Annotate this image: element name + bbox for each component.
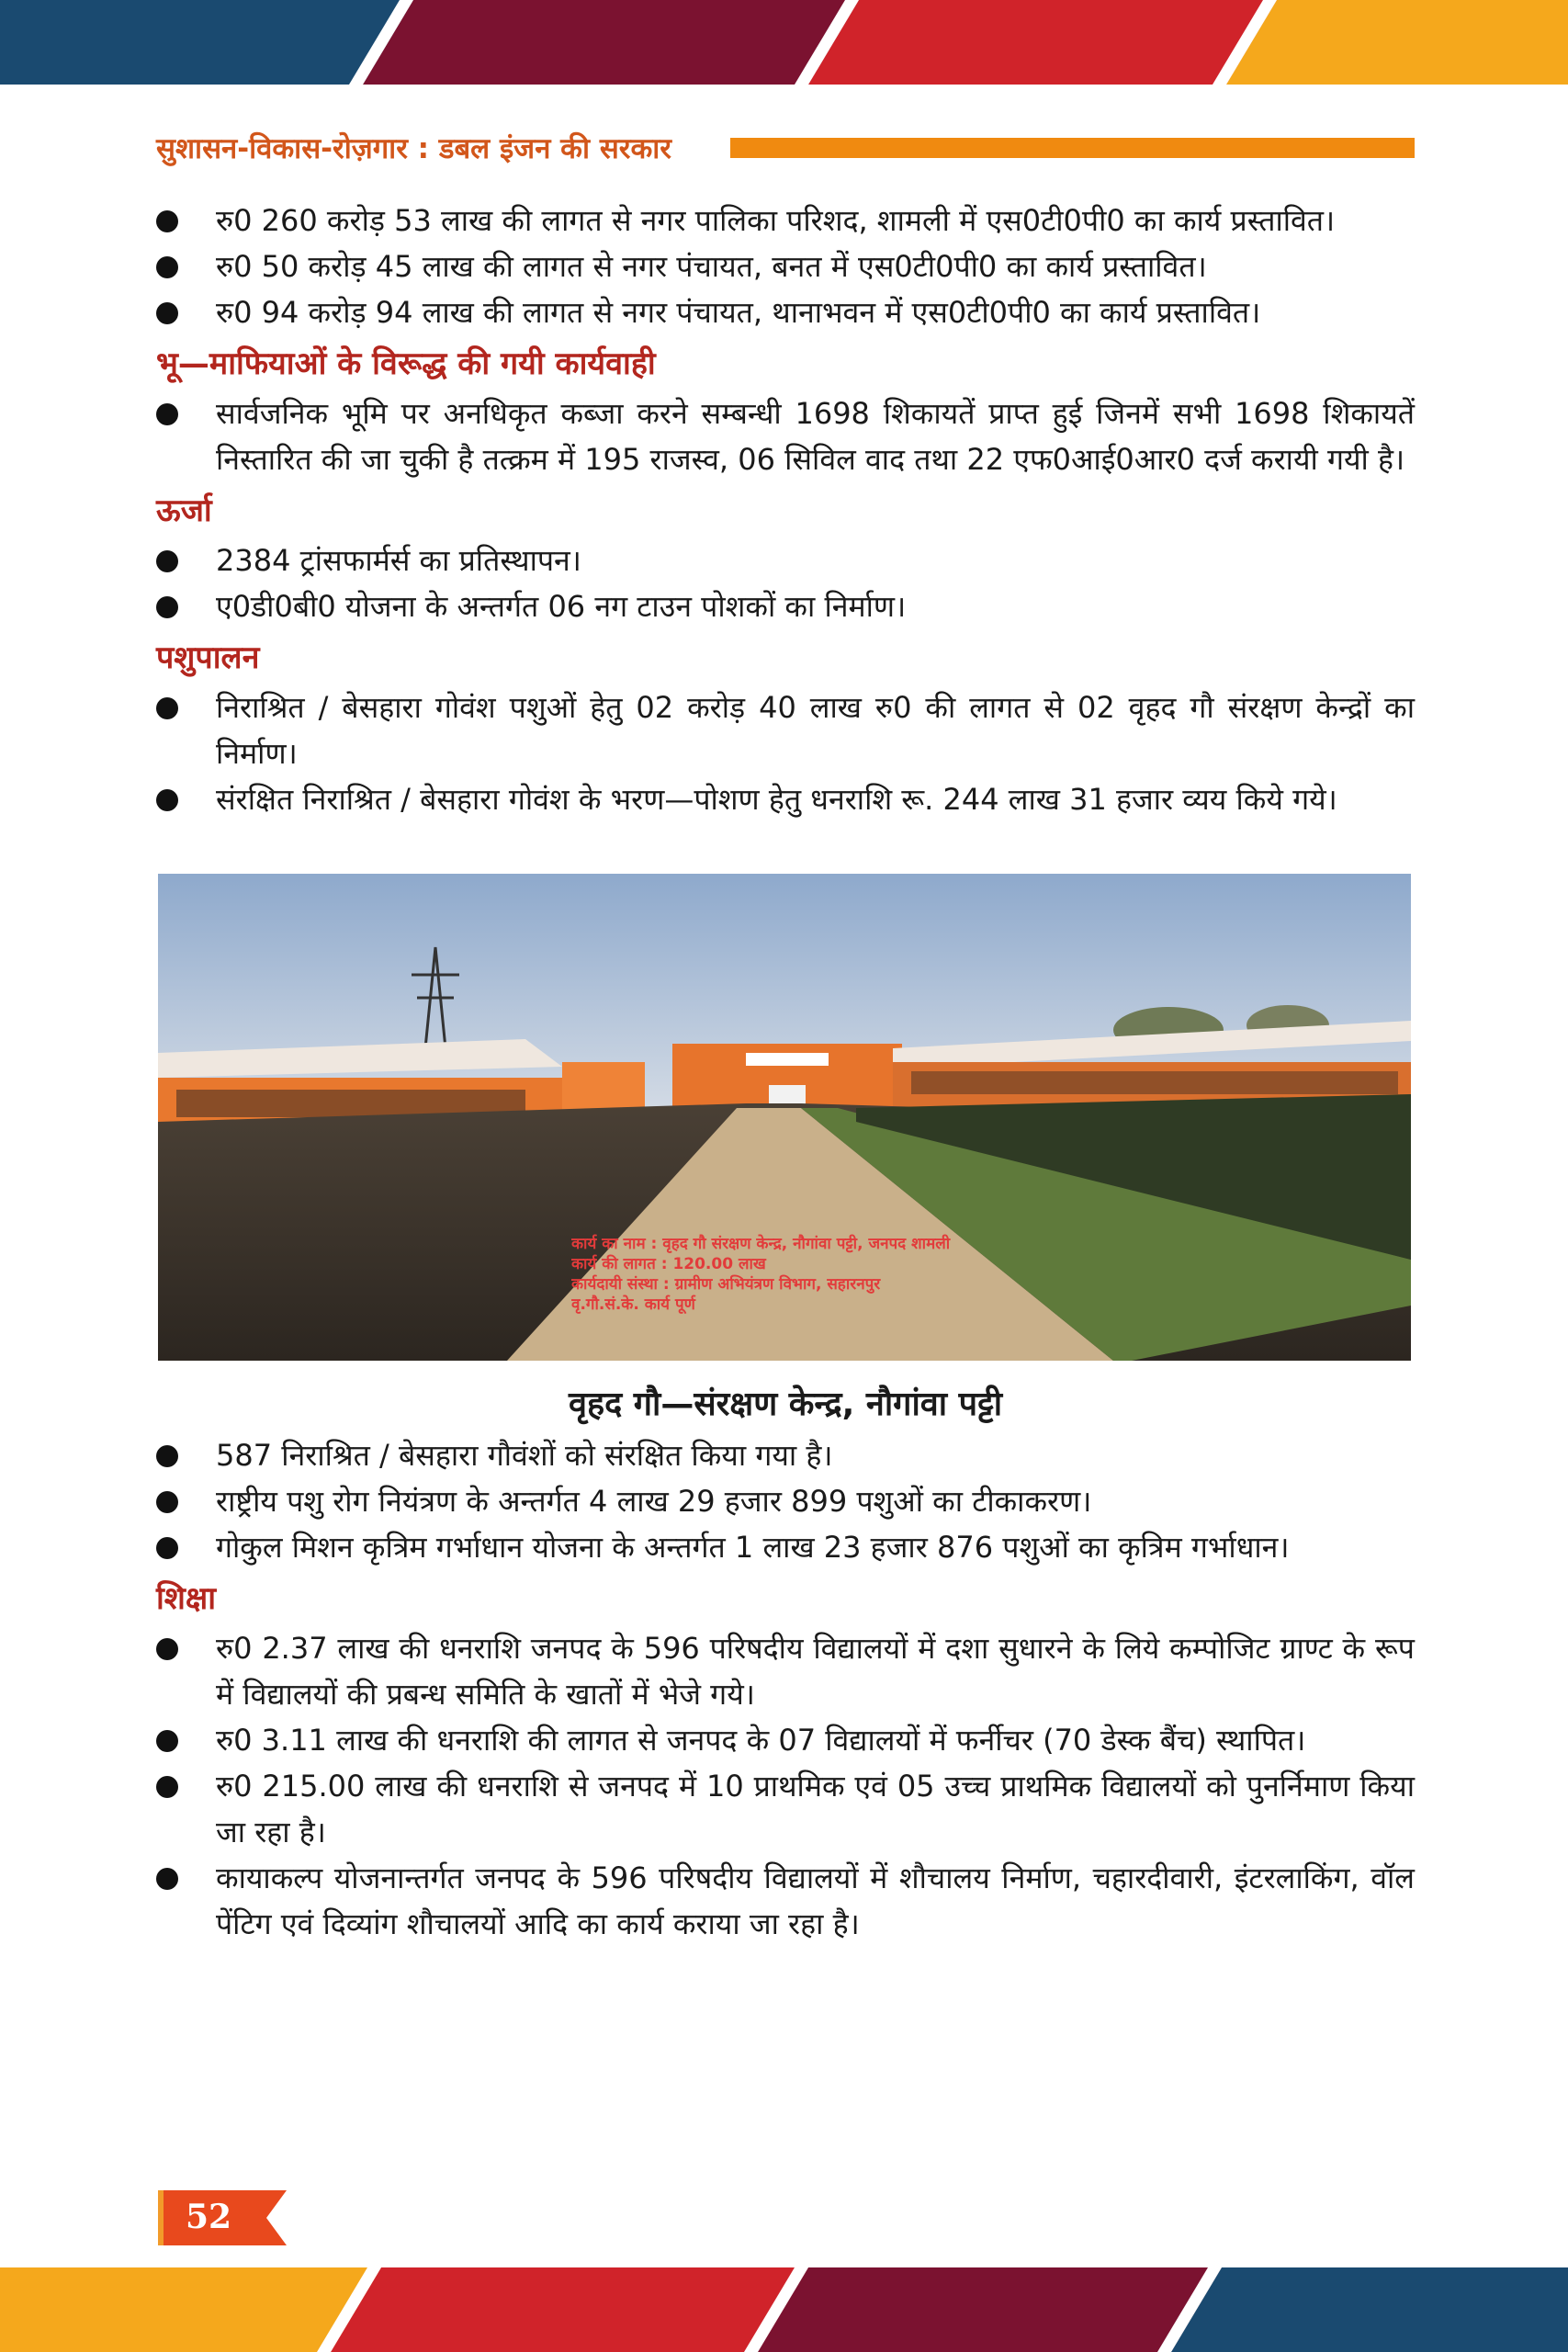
list-item: रु0 215.00 लाख की धनराशि से जनपद में 10 प्राथमिक एवं 05 उच्च प्राथमिक विद्यालयों को पुनर्निमाण किया जा रहा है। (156, 1763, 1415, 1855)
list-item: रु0 2.37 लाख की धनराशि जनपद के 596 परिषदीय विद्यालयों में दशा सुधारने के लिये कम्पोजिट ग्राण्ट के रूप में विद्यालयों की प्रबन्ध समिति के खातों में भेजे गये। (156, 1625, 1415, 1717)
land-mafia-bullet-list (156, 390, 1415, 482)
running-header (156, 129, 1415, 165)
list-item: 587 निराश्रित / बेसहारा गौवंशों को संरक्षित किया गया है। (156, 1432, 1415, 1478)
list-item: सार्वजनिक भूमि पर अनधिकृत कब्जा करने सम्बन्धी 1698 शिकायतें प्राप्त हुई जिनमें सभी 1698 शिकायतें निस्तारित की जा चुकी है तत्क्रम में 195 राजस्व, 06 सिविल वाद तथा 22 एफ0आई0आर0 दर्ज करायी गयी है। (156, 390, 1415, 482)
list-item: संरक्षित निराश्रित / बेसहारा गोवंश के भरण—पोशण हेतु धनराशि रू. 244 लाख 31 हजार व्यय किये गये। (156, 776, 1415, 822)
photo-overlay-line: कार्यदायी संस्था : ग्रामीण अभियंत्रण विभाग, सहारनपुर (571, 1275, 881, 1294)
animal-husbandry-bullet-list (156, 684, 1415, 822)
bottom-color-band (0, 2267, 1568, 2352)
post-photo-bullet-list (156, 1432, 1415, 1570)
list-item: निराश्रित / बेसहारा गोवंश पशुओं हेतु 02 करोड़ 40 लाख रु0 की लागत से 02 वृहद गौ संरक्षण केन्द्रों का निर्माण। (156, 684, 1415, 776)
list-item: ए0डी0बी0 योजना के अन्तर्गत 06 नग टाउन पोशकों का निर्माण। (156, 583, 1415, 629)
section-heading-education: शिक्षा (156, 1580, 217, 1617)
photo-overlay-text (571, 1234, 1325, 1315)
section-heading-energy: ऊर्जा (156, 492, 212, 529)
section-heading-animal-husbandry: पशुपालन (156, 639, 260, 676)
intro-bullet-list (156, 198, 1415, 335)
section-heading-land-mafia: भू—माफियाओं के विरूद्ध की गयी कार्यवाही (156, 345, 656, 382)
header-rule (730, 138, 1415, 158)
energy-bullet-list (156, 537, 1415, 629)
page-number-tab (158, 2190, 287, 2245)
list-item: रु0 94 करोड़ 94 लाख की लागत से नगर पंचायत, थानाभवन में एस0टी0पी0 का कार्य प्रस्तावित। (156, 289, 1415, 335)
photo-overlay-line: वृ.गौ.सं.के. कार्य पूर्ण (571, 1295, 695, 1314)
cow-shelter-photo (158, 874, 1411, 1361)
header-title: सुशासन-विकास-रोज़गार : डबल इंजन की सरकार (156, 132, 671, 165)
page-number: 52 (185, 2198, 232, 2236)
top-color-band (0, 0, 1568, 85)
list-item: रु0 3.11 लाख की धनराशि की लागत से जनपद के 07 विद्यालयों में फर्नीचर (70 डेस्क बैंच) स्थापित। (156, 1717, 1415, 1763)
list-item: 2384 ट्रांसफार्मर्स का प्रतिस्थापन। (156, 537, 1415, 583)
list-item: गोकुल मिशन कृत्रिम गर्भाधान योजना के अन्तर्गत 1 लाख 23 हजार 876 पशुओं का कृत्रिम गर्भाधान। (156, 1524, 1415, 1570)
list-item: राष्ट्रीय पशु रोग नियंत्रण के अन्तर्गत 4 लाख 29 हजार 899 पशुओं का टीकाकरण। (156, 1478, 1415, 1524)
photo-overlay-line: कार्य का नाम : वृहद गौ संरक्षण केन्द्र, नौगांवा पट्टी, जनपद शामली (571, 1235, 951, 1253)
list-item: रु0 50 करोड़ 45 लाख की लागत से नगर पंचायत, बनत में एस0टी0पी0 का कार्य प्रस्तावित। (156, 243, 1415, 289)
photo-caption: वृहद गौ—संरक्षण केन्द्र, नौगांवा पट्टी (568, 1385, 1003, 1423)
list-item: कायाकल्प योजनान्तर्गत जनपद के 596 परिषदीय विद्यालयों में शौचालय निर्माण, चहारदीवारी, इंटरलाकिंग, वॉल पेंटिग एवं दिव्यांग शौचालयों आदि का कार्य कराया जा रहा है। (156, 1855, 1415, 1947)
photo-overlay-line: कार्य की लागत : 120.00 लाख (571, 1255, 766, 1273)
list-item: रु0 260 करोड़ 53 लाख की लागत से नगर पालिका परिशद, शामली में एस0टी0पी0 का कार्य प्रस्तावित। (156, 198, 1415, 243)
education-bullet-list (156, 1625, 1415, 1947)
page-content (156, 198, 1415, 1947)
